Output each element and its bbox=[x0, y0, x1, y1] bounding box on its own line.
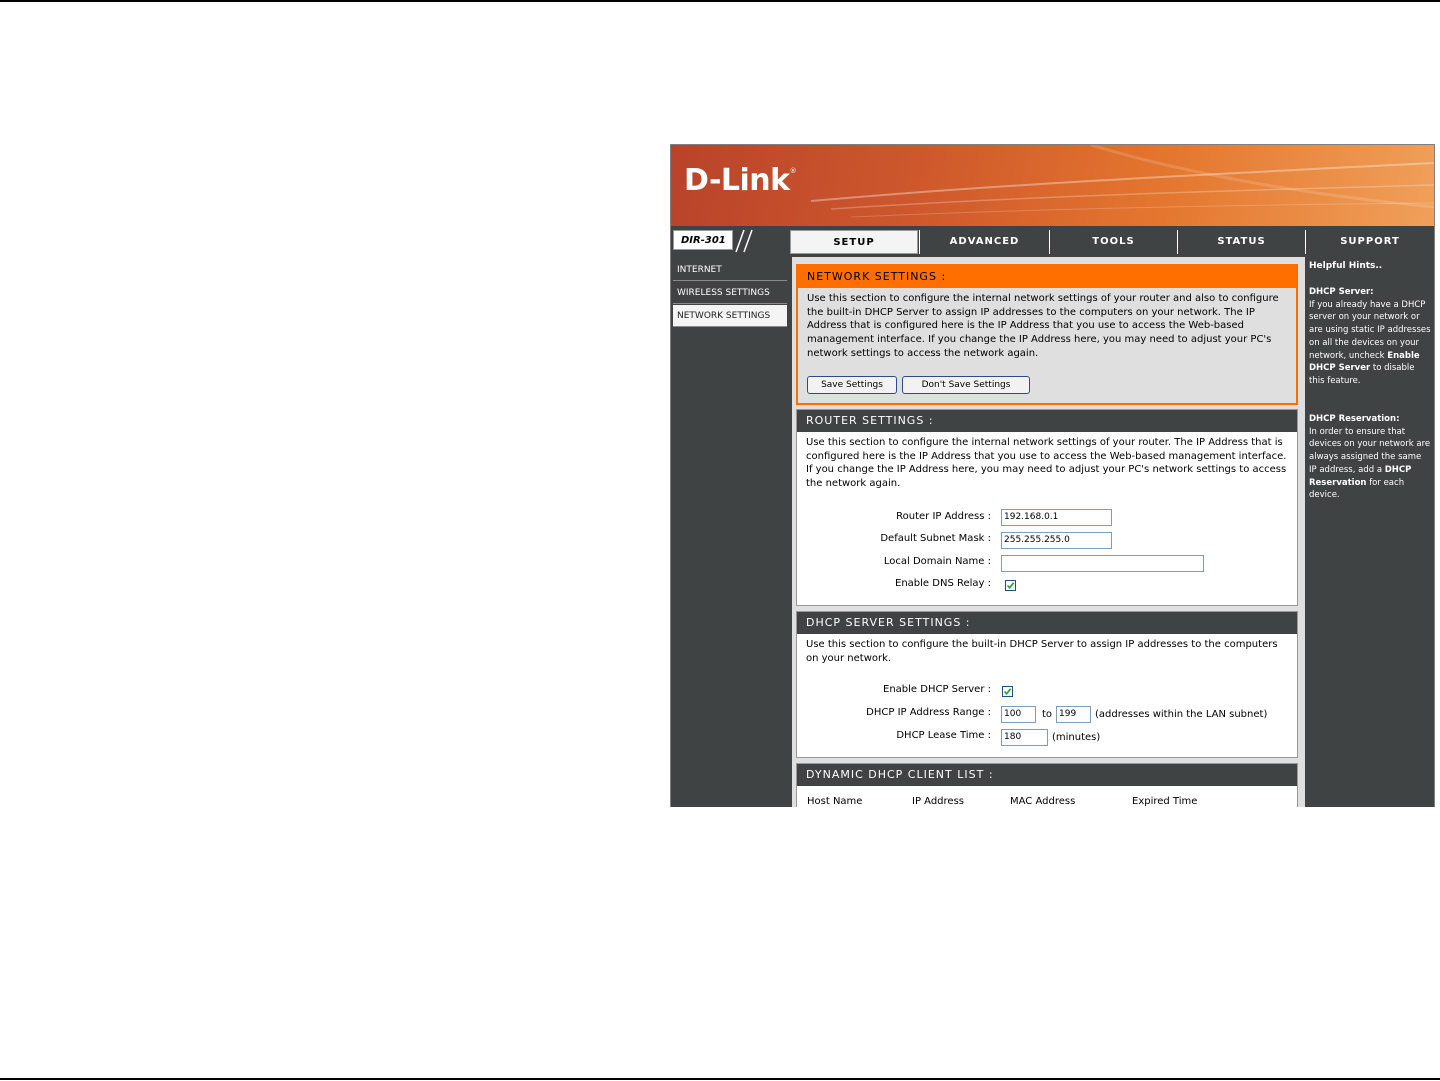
page-bottom-rule bbox=[0, 1078, 1440, 1080]
tab-support[interactable]: SUPPORT bbox=[1305, 230, 1434, 254]
router-settings-description: Use this section to configure the internal network settings of your router. The IP Address that is configured here is the IP Address that you use to access the Web-based management interface. If you change the IP Address here, you may need to adjust your PC's network settings to access the network again. bbox=[806, 437, 1287, 490]
lease-time-input[interactable]: 180 bbox=[1001, 729, 1048, 746]
hint-dhcp-reservation-bold: DHCP Reservation bbox=[1309, 464, 1412, 488]
page-top-rule bbox=[0, 0, 1440, 2]
sidebar-item-internet[interactable]: INTERNET bbox=[673, 259, 787, 281]
dhcp-range-start-input[interactable]: 100 bbox=[1001, 706, 1036, 723]
hint-dhcp-server-text-end: to disable this feature. bbox=[1309, 363, 1415, 386]
router-ui-screenshot bbox=[670, 144, 1435, 807]
tab-advanced[interactable]: ADVANCED bbox=[919, 230, 1049, 254]
dns-relay-checkbox[interactable] bbox=[1005, 580, 1016, 591]
slash-decoration-icon bbox=[732, 228, 760, 254]
hint-dhcp-server-heading: DHCP Server: bbox=[1309, 287, 1374, 297]
model-badge: DIR-301 bbox=[673, 230, 733, 250]
dhcp-range-to-label: to bbox=[1042, 709, 1053, 720]
helpful-hints-panel bbox=[1307, 257, 1434, 807]
dhcp-range-note: (addresses within the LAN subnet) bbox=[1095, 709, 1268, 720]
hint-dhcp-reservation bbox=[1309, 413, 1431, 502]
router-ip-label: Router IP Address : bbox=[896, 511, 991, 522]
dont-save-settings-button[interactable]: Don't Save Settings bbox=[902, 376, 1030, 394]
hint-dhcp-reservation-text-end: for each device. bbox=[1309, 477, 1405, 501]
tab-tools[interactable]: TOOLS bbox=[1049, 230, 1177, 254]
local-domain-label: Local Domain Name : bbox=[883, 556, 991, 567]
lease-time-unit: (minutes) bbox=[1052, 732, 1101, 743]
hint-dhcp-server-text: If you already have a DHCP server on your network or are using static IP addresses on all the devices on your network, uncheck bbox=[1309, 299, 1431, 361]
router-settings-panel bbox=[796, 409, 1298, 606]
dhcp-range-label: DHCP IP Address Range : bbox=[866, 707, 991, 718]
enable-dhcp-checkbox[interactable] bbox=[1002, 686, 1013, 697]
column-header-expired-time: Expired Time bbox=[1132, 796, 1198, 807]
local-domain-input[interactable] bbox=[1001, 555, 1204, 572]
dlink-logo: D-Link® bbox=[684, 163, 797, 198]
save-settings-button[interactable]: Save Settings bbox=[807, 376, 897, 394]
network-settings-panel bbox=[796, 264, 1298, 405]
main-content bbox=[792, 257, 1305, 807]
hint-dhcp-reservation-text: In order to ensure that devices on your network are always assigned the same IP address, add a bbox=[1309, 426, 1431, 475]
dhcp-range-end-input[interactable]: 199 bbox=[1056, 706, 1091, 723]
hint-dhcp-reservation-heading: DHCP Reservation: bbox=[1309, 414, 1400, 424]
brand-banner bbox=[671, 145, 1434, 226]
dhcp-client-list-panel bbox=[796, 763, 1298, 807]
sidebar bbox=[671, 257, 789, 807]
hint-dhcp-server bbox=[1309, 286, 1431, 388]
subnet-mask-label: Default Subnet Mask : bbox=[880, 533, 991, 544]
dhcp-server-settings-panel bbox=[796, 611, 1298, 758]
sidebar-item-wireless-settings[interactable]: WIRELESS SETTINGS bbox=[673, 282, 787, 304]
subnet-mask-input[interactable]: 255.255.255.0 bbox=[1001, 532, 1112, 549]
lease-time-label: DHCP Lease Time : bbox=[896, 730, 991, 741]
dhcp-server-settings-description: Use this section to configure the built-in DHCP Server to assign IP addresses to the computers on your network. bbox=[806, 639, 1278, 664]
checkmark-icon bbox=[1003, 687, 1012, 696]
column-header-host-name: Host Name bbox=[807, 796, 863, 807]
network-settings-description: Use this section to configure the internal network settings of your router and also to configure the built-in DHCP Server to assign IP addresses to the computers on your network. The IP Address that is configured here is the IP Address that you use to access the Web-based management interface. If you change the IP Address here, you may need to adjust your PC's network settings to access the network again. bbox=[807, 293, 1279, 359]
column-header-mac-address: MAC Address bbox=[1010, 796, 1076, 807]
router-settings-title: ROUTER SETTINGS : bbox=[797, 410, 1297, 432]
hint-dhcp-server-bold: Enable DHCP Server bbox=[1309, 350, 1420, 374]
router-ip-input[interactable]: 192.168.0.1 bbox=[1001, 509, 1112, 526]
checkmark-icon bbox=[1006, 581, 1015, 590]
dhcp-client-list-title: DYNAMIC DHCP CLIENT LIST : bbox=[797, 764, 1297, 786]
hints-title: Helpful Hints.. bbox=[1309, 261, 1383, 271]
tab-status[interactable]: STATUS bbox=[1177, 230, 1305, 254]
top-navigation bbox=[671, 228, 1434, 255]
dns-relay-label: Enable DNS Relay : bbox=[895, 578, 991, 589]
tab-setup[interactable]: SETUP bbox=[790, 230, 918, 254]
sidebar-item-network-settings[interactable]: NETWORK SETTINGS bbox=[673, 305, 787, 327]
column-header-ip-address: IP Address bbox=[912, 796, 964, 807]
network-settings-title: NETWORK SETTINGS : bbox=[798, 266, 1296, 288]
enable-dhcp-label: Enable DHCP Server : bbox=[883, 684, 991, 695]
dhcp-server-settings-title: DHCP SERVER SETTINGS : bbox=[797, 612, 1297, 634]
